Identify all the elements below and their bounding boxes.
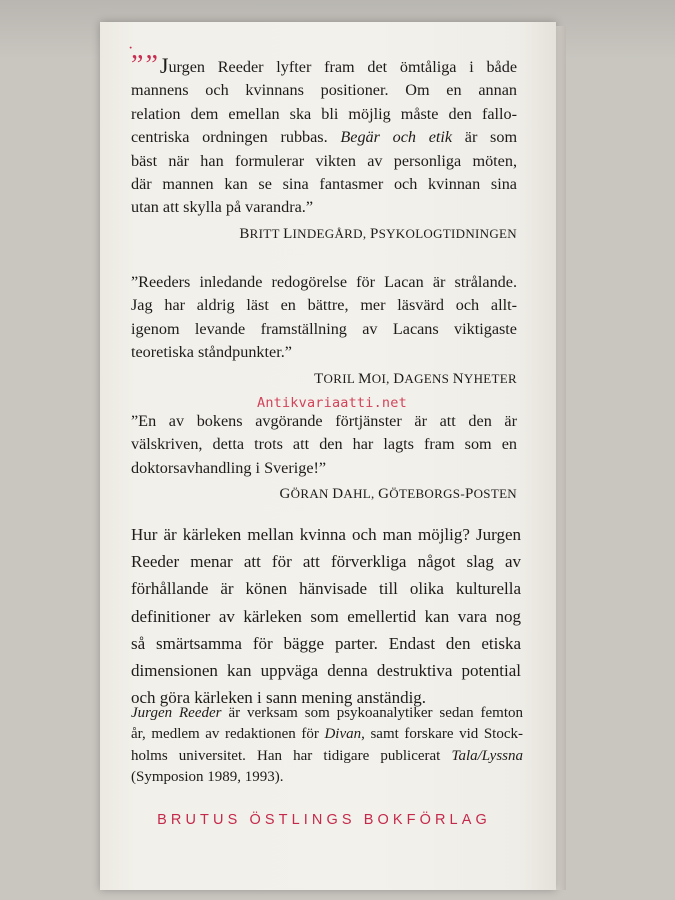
bio-line xyxy=(131,703,523,724)
drop-initial: J xyxy=(159,53,169,78)
description-line: så smärtsamma för bägge parter. Endast den etiska xyxy=(131,633,521,653)
bio-line xyxy=(131,724,523,745)
quote-line: utan att skylla på varandra.” xyxy=(131,198,314,217)
description-line: dimensionen kan uppväga denna destruktiva potential xyxy=(131,661,521,681)
quote-line: mannens och kvinnans positioner. Om en annan xyxy=(131,81,517,100)
bio-text: , samt forskare vid Stock- xyxy=(361,726,523,743)
bio-line: (Symposion 1989, 1993). xyxy=(131,769,284,786)
journal-name: Divan xyxy=(324,726,362,743)
author-bio xyxy=(131,703,523,789)
quote-text: är som xyxy=(464,128,518,147)
publisher-name: BRUTUS ÖSTLINGS BOKFÖRLAG xyxy=(157,812,491,828)
quote-line: relation dem emellan ska bli möjlig måste den fallo- xyxy=(131,104,517,123)
quote-line: igenom levande framställning av Lacans viktigaste xyxy=(131,319,517,338)
quote-line: ”Reeders inledande redogörelse för Lacan är strålande. xyxy=(131,273,517,291)
attribution: BRITT LINDEGÅRD, PSYKOLOGTIDNINGEN xyxy=(239,225,517,242)
book-description xyxy=(131,521,521,711)
description-line: Hur är kärleken mellan kvinna och man möjlig? Jurgen xyxy=(131,525,521,544)
quote-line: välskriven, detta trots att den har lagts fram som en xyxy=(131,435,517,454)
open-quote-mark: ” xyxy=(131,50,144,81)
open-quote-mark-2: ” xyxy=(145,50,158,81)
review-quote-1 xyxy=(131,50,518,246)
description-line: definitioner av kärleken som emellertid kan vara nog xyxy=(131,606,521,626)
bio-text: år, medlem av redaktionen för xyxy=(131,726,319,743)
book-spine-edge xyxy=(556,26,566,890)
quote-text: centriska ordningen rubbas. xyxy=(131,128,328,147)
description-line: Reeder menar att för att förverkliga något slag av xyxy=(131,552,521,572)
author-name: Jurgen Reeder xyxy=(131,705,222,721)
quote-line: där mannen kan se sina fantasmer och kvinnan sina xyxy=(131,175,517,194)
review-quote-2 xyxy=(131,271,517,391)
review-quote-3 xyxy=(131,410,517,507)
attribution: TORIL MOI, DAGENS NYHETER xyxy=(314,370,517,387)
quote-line: teoretiska ståndpunkter.” xyxy=(131,343,292,362)
quote-line xyxy=(131,50,517,81)
attribution: GÖRAN DAHL, GÖTEBORGS-POSTEN xyxy=(279,486,517,503)
description-line: förhållande är könen hänvisade till olika kulturella xyxy=(131,579,521,599)
bio-line xyxy=(131,746,523,767)
bio-text: holms universitet. Han har tidigare publicerat xyxy=(131,747,441,764)
quote-line xyxy=(131,126,517,149)
quote-line: Jag har aldrig läst en bättre, mer läsvärd och allt- xyxy=(131,296,517,315)
quote-line: bäst när han formulerar vikten av personliga möten, xyxy=(131,151,517,170)
quote-line: doktorsavhandling i Sverige!” xyxy=(131,458,327,477)
description-line: och göra kärleken i sann mening anständig. xyxy=(131,688,427,708)
watermark: Antikvariaatti.net xyxy=(257,395,407,411)
bio-text: är verksam som psykoanalytiker sedan femton xyxy=(228,705,524,721)
book-title: Tala/Lyssna xyxy=(451,747,524,764)
quote-text: Jurgen Reeder lyfter fram det ömtåliga i både xyxy=(159,53,517,78)
book-title: Begär och etik xyxy=(340,128,453,147)
decorative-dot: · xyxy=(128,40,134,57)
quote-line: ”En av bokens avgörande förtjänster är att den är xyxy=(131,412,517,430)
